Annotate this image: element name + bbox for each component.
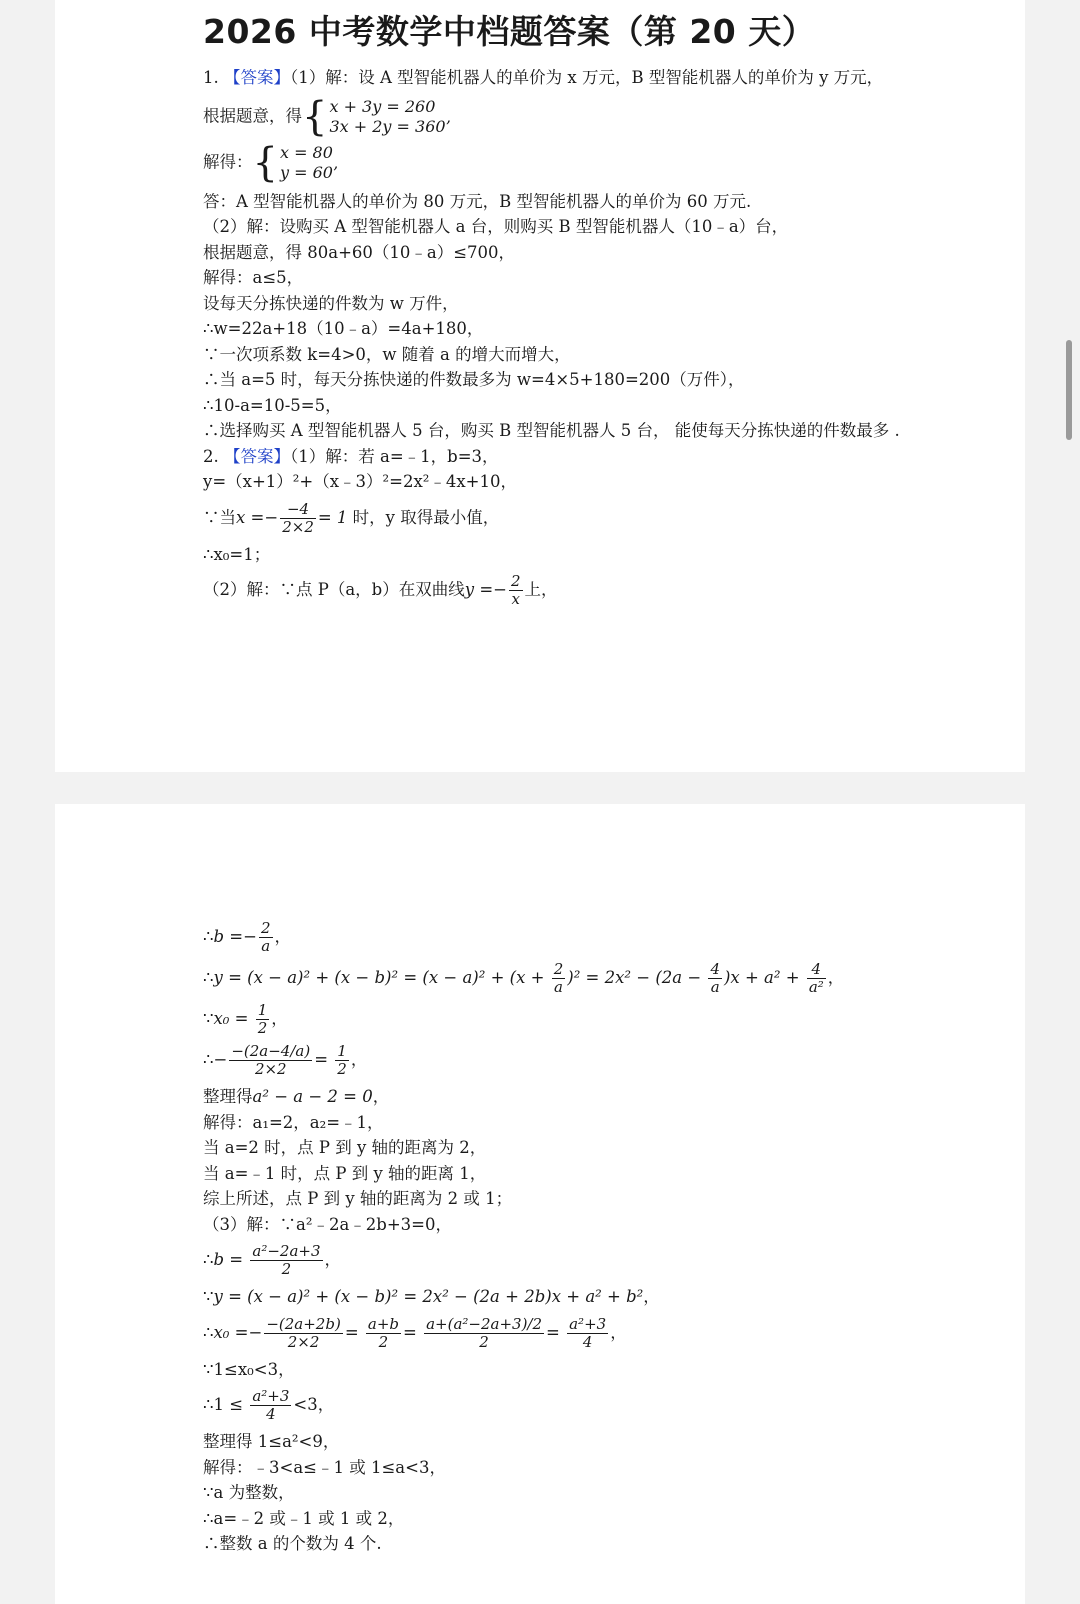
math-line: ∴x₀ =− $\frac{-(2a+2b)}{2\times 2}$ = $\frac{a+b}{2}$ = $\frac{\text{a+(a²−2a+3)/2}}{2}$ = $\frac{\text{a²+3}}{4}$ ， bbox=[203, 1314, 627, 1351]
text-line: 当 a=﹣1 时，点 P 到 y 轴的距离 1， bbox=[203, 1163, 487, 1183]
page-title: 2026 中考数学中档题答案（第 20 天） bbox=[203, 12, 816, 51]
math-line: ∵y = (x − a)² + (x − b)² = 2x² − (2a + 2b)x + a² + b²， bbox=[203, 1287, 660, 1306]
page-1-content bbox=[203, 65, 985, 608]
text-line: y=（x+1）²+（x﹣3）²=2x²﹣4x+10， bbox=[203, 472, 517, 491]
text-line: ∵1≤x₀<3， bbox=[203, 1359, 295, 1379]
text-line: 1. 【答案】（1）解：设 A 型智能机器人的单价为 x 万元，B 型智能机器人的单价为 y 万元， bbox=[203, 68, 884, 87]
text-line: （2）解：设购买 A 型智能机器人 a 台，则购买 B 型智能机器人（10﹣a）台， bbox=[203, 217, 789, 236]
math-line: ∵x₀ = $\frac{1}{2}$ ， bbox=[203, 1001, 288, 1037]
text-line: ∵一次项系数 k=4>0，w 随着 a 的增大而增大， bbox=[203, 344, 571, 364]
math-line: ∴− $\frac{-(2a-4/a)}{2\times 2}$ = $\frac{1}{2}$ ， bbox=[203, 1042, 368, 1078]
math-line: ∵当x =− $\frac{-4}{2\times 2}$ = 1 时，y 取得最小值， bbox=[203, 499, 500, 536]
equation-system: 根据题意，得 { x + 3y = 260 3x + 2y = 360’ bbox=[203, 93, 451, 140]
answer-tag: 【答案】 bbox=[224, 446, 290, 466]
text-line: ∴10-a=10-5=5， bbox=[203, 395, 342, 415]
text-line: ∴整数 a 的个数为 4 个. bbox=[203, 1534, 382, 1553]
math-line: ∴y = (x − a)² + (x − b)² = (x − a)² + (x + $\frac{2}{a}$ )² = 2x² − (2a − $\frac{4}{a}$ )x + a² + $\frac{4}{\text{a²}}$ ， bbox=[203, 960, 845, 996]
text-line: （3）解：∵a²﹣2a﹣2b+3=0， bbox=[203, 1214, 452, 1234]
math-line: ∴1 ≤ $\frac{\text{a²+3}}{4}$ <3， bbox=[203, 1387, 335, 1423]
text-line: 答：A 型智能机器人的单价为 80 万元，B 型智能机器人的单价为 60 万元. bbox=[203, 191, 752, 211]
math-line: （2）解：∵点 P（a，b）在双曲线y =− $\frac{2}{x}$ 上， bbox=[203, 572, 558, 608]
text-line: 2. 【答案】（1）解：若 a=﹣1，b=3， bbox=[203, 446, 499, 466]
text-line: 整理得 1≤a²<9， bbox=[203, 1432, 340, 1451]
text-line: 解得：a₁=2，a₂=﹣1， bbox=[203, 1112, 384, 1132]
text-line: ∴选择购买 A 型智能机器人 5 台，购买 B 型智能机器人 5 台， 能使每天分拣快递的件数最多 . bbox=[203, 421, 900, 440]
text-line: ∴a=﹣2 或﹣1 或 1 或 2， bbox=[203, 1508, 405, 1528]
text-line: 根据题意，得 80a+60（10﹣a）≤700， bbox=[203, 242, 516, 262]
document-page-1 bbox=[55, 0, 1025, 772]
text-line: ∴当 a=5 时，每天分拣快递的件数最多为 w=4×5+180=200（万件）， bbox=[203, 370, 745, 389]
equation-system: 解得： { x = 80 y = 60’ bbox=[203, 139, 339, 186]
math-line: 整理得a² − a − 2 = 0， bbox=[203, 1087, 390, 1106]
text-line: 解得：a≤5， bbox=[203, 268, 304, 287]
text-line: 解得：﹣3<a≤﹣1 或 1≤a<3， bbox=[203, 1457, 446, 1477]
text-line: 设每天分拣快递的件数为 w 万件， bbox=[203, 293, 459, 313]
text-line: 综上所述，点 P 到 y 轴的距离为 2 或 1； bbox=[203, 1189, 513, 1208]
answer-tag: 【答案】 bbox=[224, 68, 290, 87]
text-line: ∴w=22a+18（10﹣a）=4a+180， bbox=[203, 319, 484, 338]
math-line: ∴b =− $\frac{2}{a}$ ， bbox=[203, 919, 292, 955]
text-line: ∴x₀=1； bbox=[203, 544, 271, 564]
scrollbar-thumb[interactable] bbox=[1066, 340, 1072, 440]
page-2-content bbox=[203, 920, 985, 1557]
text-line: ∵a 为整数， bbox=[203, 1483, 295, 1502]
text-line: 当 a=2 时，点 P 到 y 轴的距离为 2， bbox=[203, 1138, 487, 1157]
math-line: ∴b = $\frac{\text{a²−2a+3}}{2}$ ， bbox=[203, 1242, 342, 1278]
document-page-2 bbox=[55, 804, 1025, 1604]
